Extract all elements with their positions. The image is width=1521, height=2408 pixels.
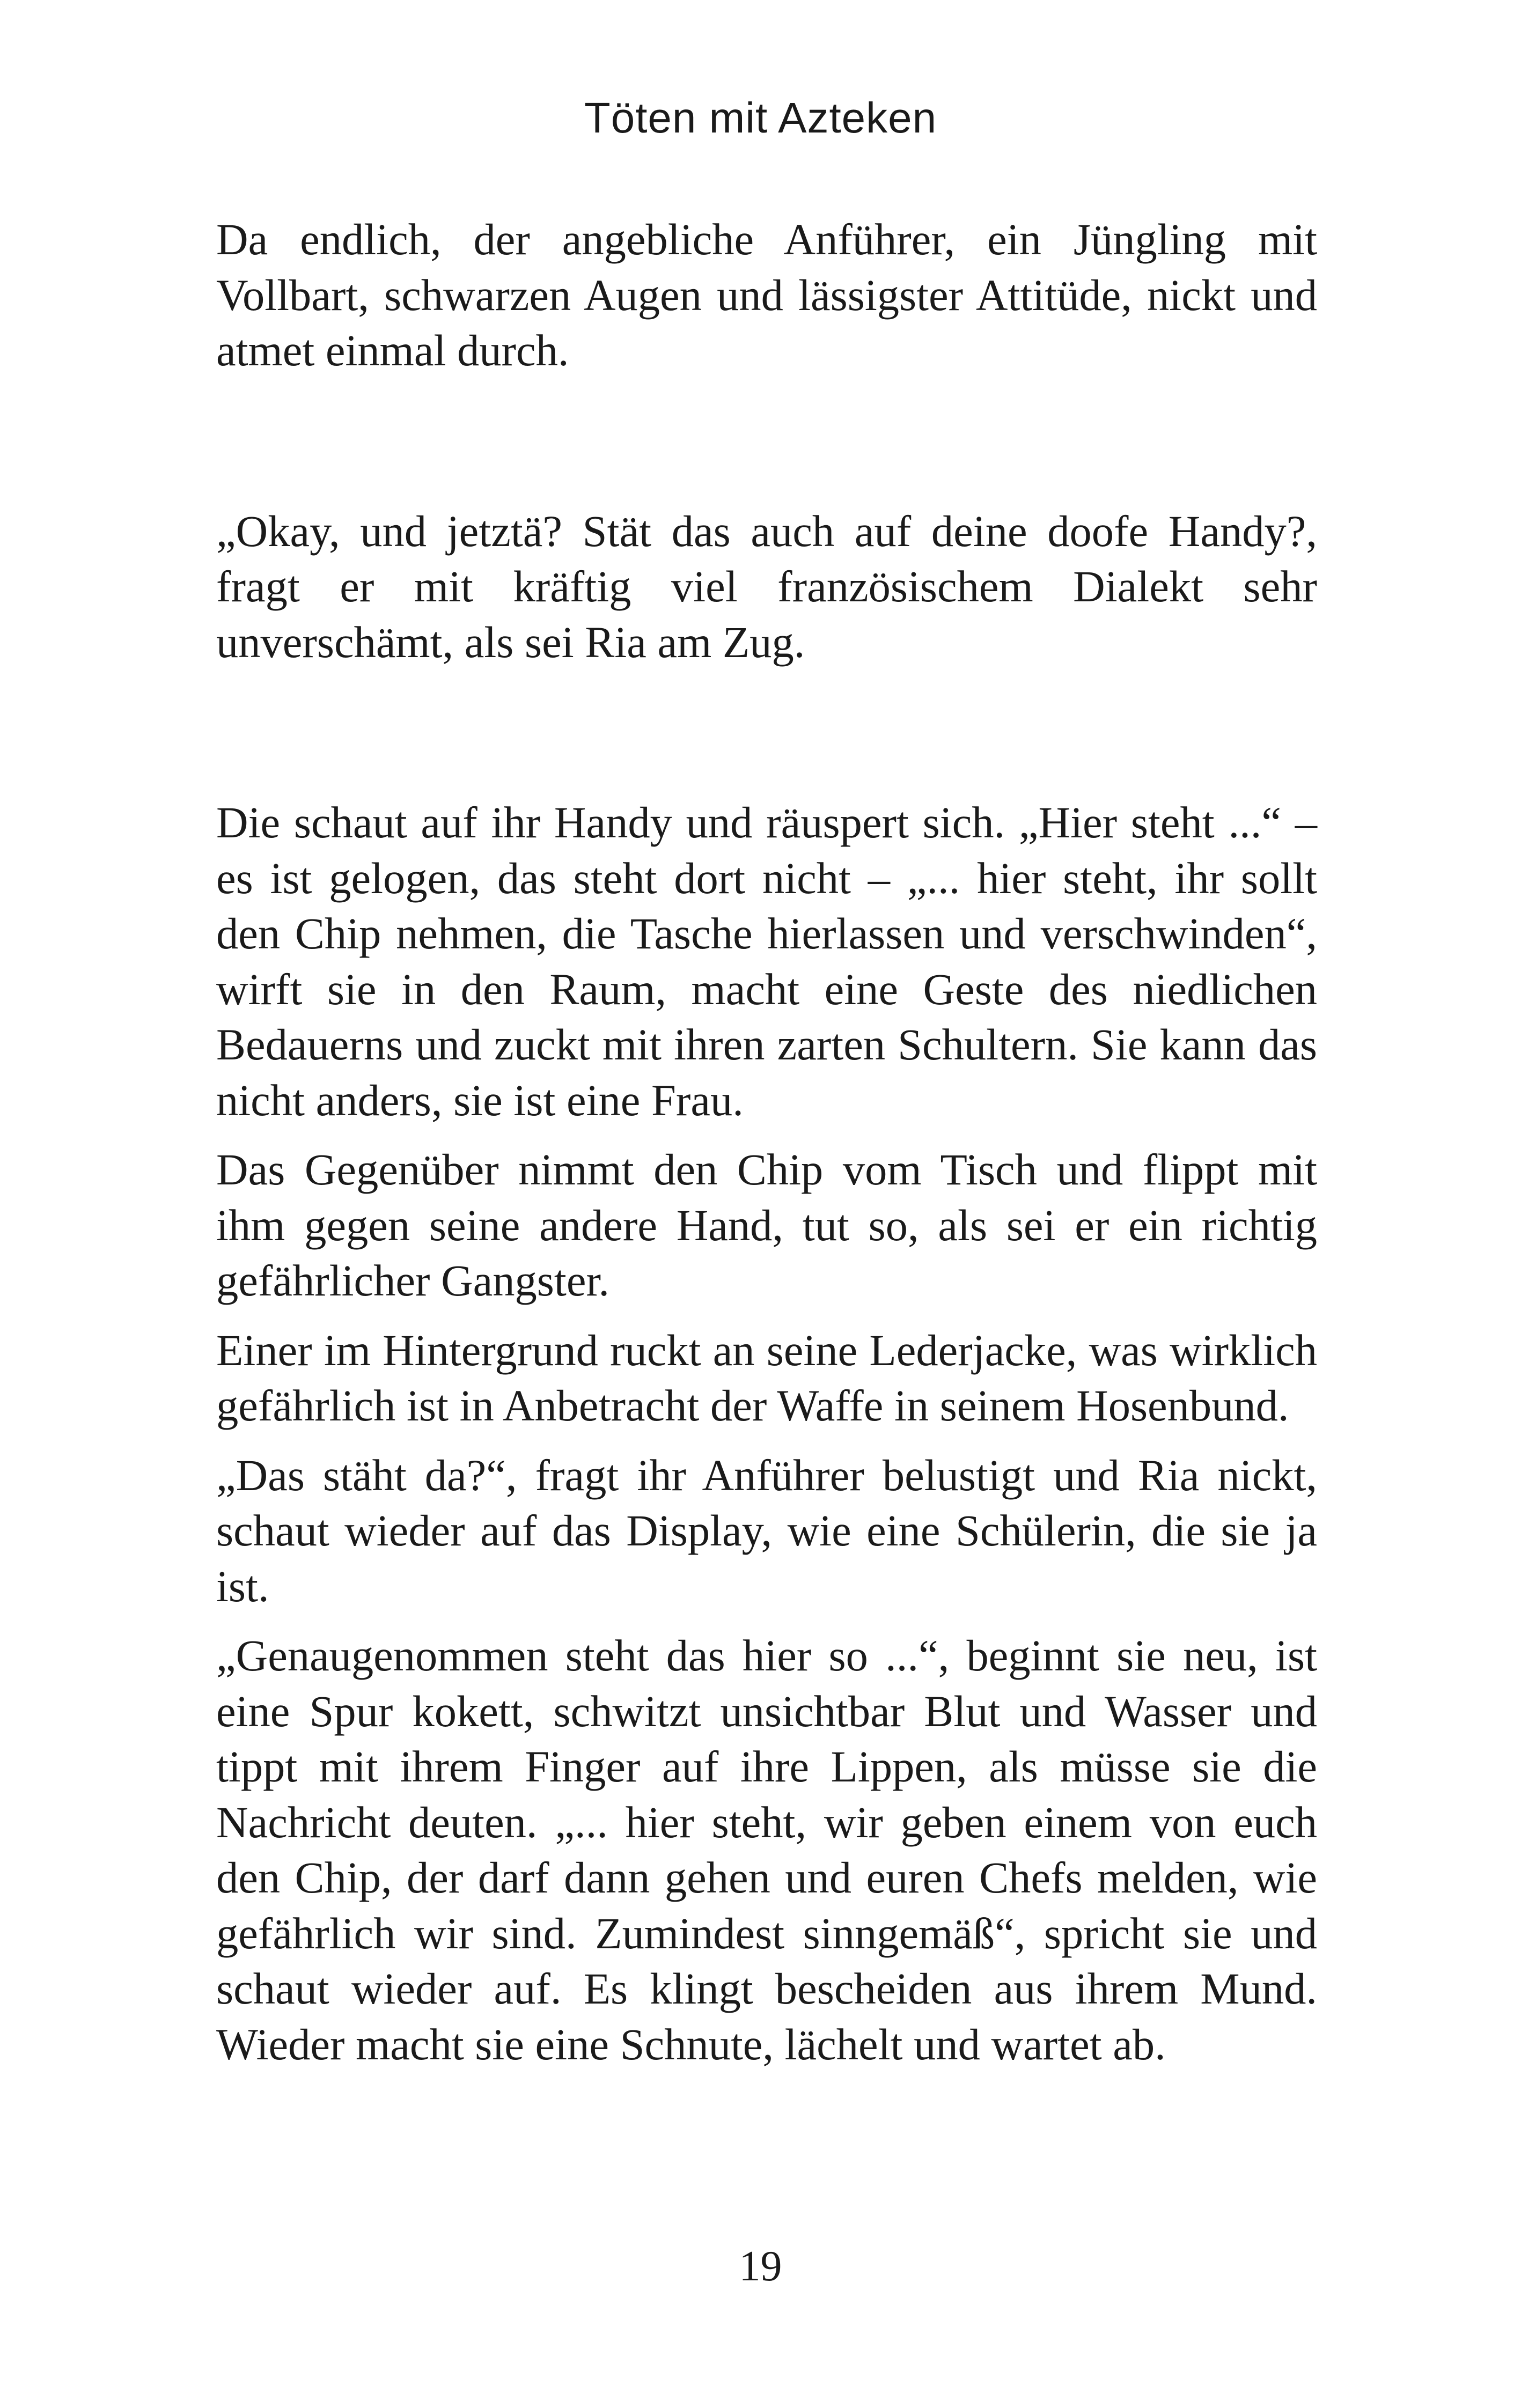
paragraph: Einer im Hintergrund ruckt an seine Lederjacke, was wirklich gefährlich ist in Anbetracht der Waffe in seinem Hosenbund. xyxy=(216,1325,1317,1430)
page-body xyxy=(216,212,1317,2086)
paragraph: „Genaugenommen steht das hier so ...“, beginnt sie neu, ist eine Spur kokett, schwitzt unsichtbar Blut und Wasser und tippt mit ihrem Finger auf ihre Lippen, als müsse sie die Nachricht deuten. „... hier steht, wir geben einem von euch den Chip, der darf dann gehen und euren Chefs melden, wie gefährlich wir sind. Zumindest sinngemäß“, spricht sie und schaut wieder auf. Es klingt bescheiden aus ihrem Mund. Wieder macht sie eine Schnute, lächelt und wartet ab. xyxy=(216,1631,1317,2069)
paragraph: „Okay, und jetztä? Stät das auch auf deine doofe Handy?, fragt er mit kräftig viel französischem Dialekt sehr unverschämt, als sei Ria am Zug. xyxy=(216,506,1317,667)
paragraph: Da endlich, der angebliche Anführer, ein Jüngling mit Vollbart, schwarzen Augen und lässigster Attitüde, nickt und atmet einmal durch. xyxy=(216,215,1317,375)
page-number: 19 xyxy=(739,2243,782,2290)
paragraph: „Das stäht da?“, fragt ihr Anführer belustigt und Ria nickt, schaut wieder auf das Display, wie eine Schülerin, die sie ja ist. xyxy=(216,1450,1317,1611)
paragraph: Die schaut auf ihr Handy und räuspert sich. „Hier steht ...“ – es ist gelogen, das steht dort nicht – „... hier steht, ihr sollt den Chip nehmen, die Tasche hierlassen und verschwinden“, wirft sie in den Raum, macht eine Geste des niedlichen Bedauerns und zuckt mit ihren zarten Schultern. Sie kann das nicht anders, sie ist eine Frau. xyxy=(216,798,1317,1125)
running-header: Töten mit Azteken xyxy=(584,94,937,142)
paragraph: Das Gegenüber nimmt den Chip vom Tisch und flippt mit ihm gegen seine andere Hand, tut so, als sei er ein richtig gefährlicher Gangster. xyxy=(216,1145,1317,1305)
